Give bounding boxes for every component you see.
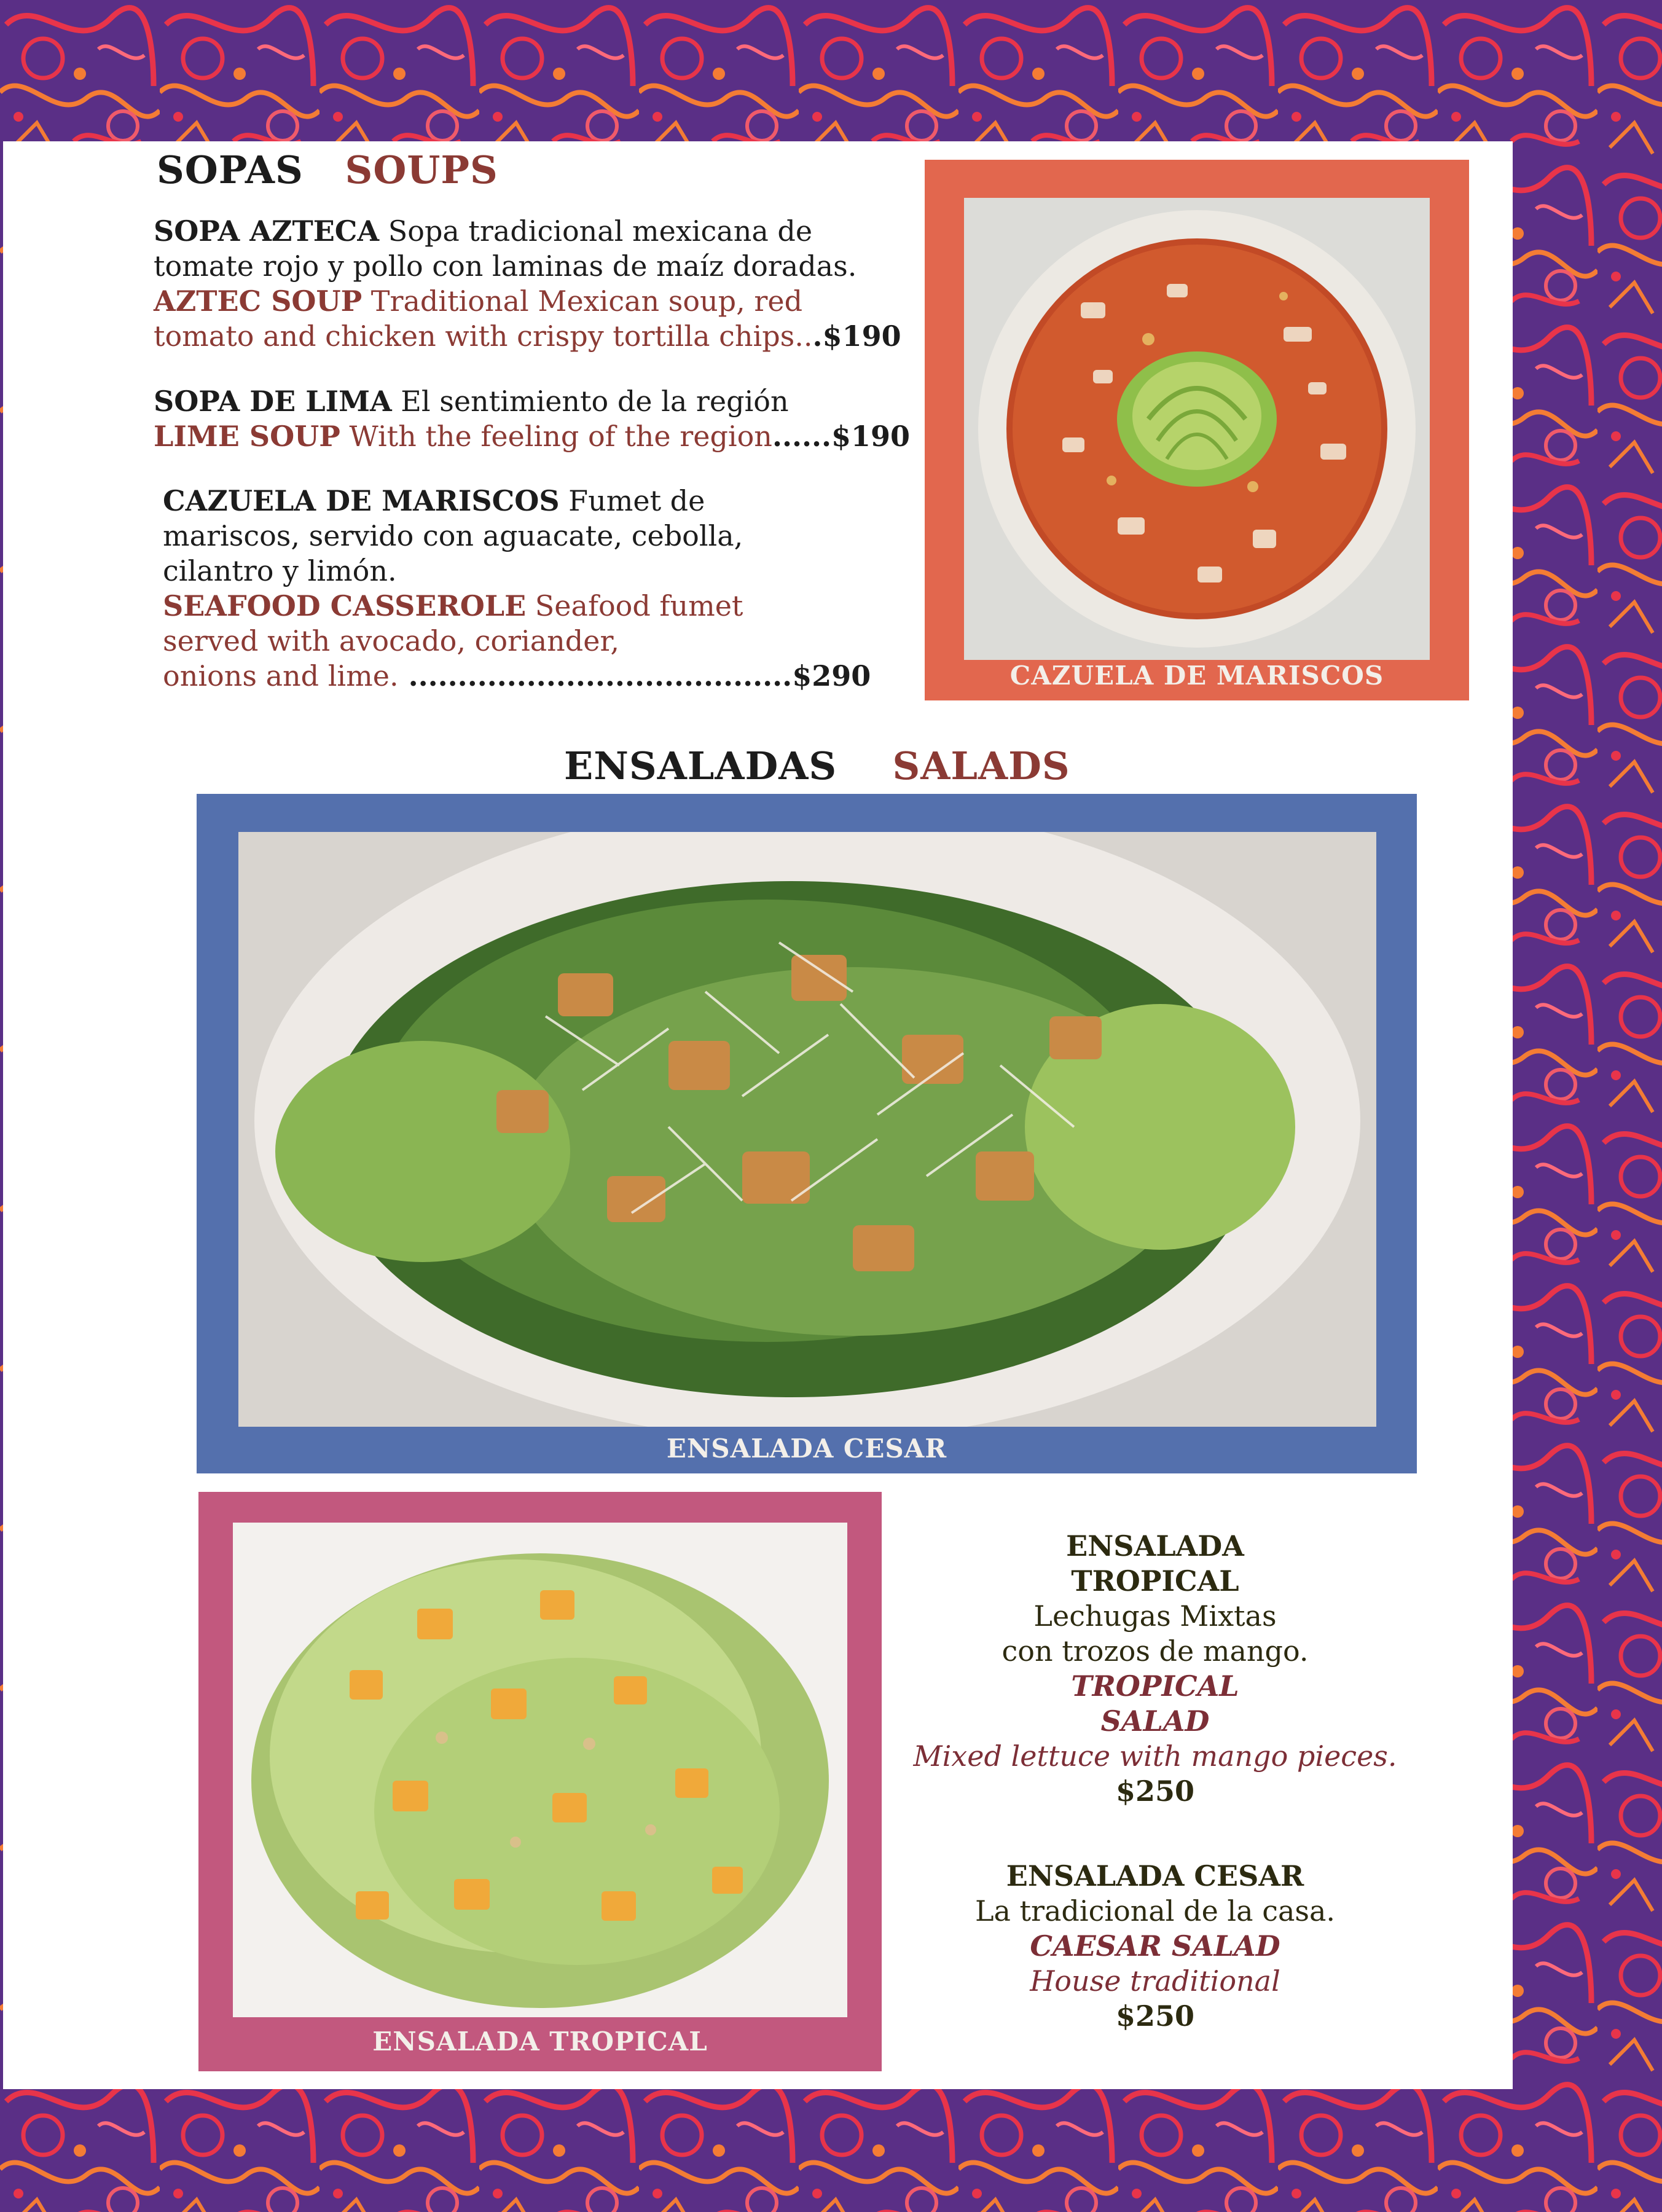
item-desc-en: Mixed lettuce with mango pieces.	[913, 1739, 1397, 1773]
item-dots: ......	[772, 420, 832, 453]
item-price: $290	[792, 659, 871, 692]
item-name-en: SEAFOOD CASSEROLE	[163, 589, 527, 622]
item-desc-es: El sentimiento de la región	[391, 385, 789, 418]
item-dots: .	[803, 320, 813, 353]
tropical-salad-photo-caption: ENSALADA TROPICAL	[372, 2026, 708, 2057]
item-desc-es-line: mariscos, servido con aguacate, cebolla,	[163, 519, 743, 552]
item-desc-en-line: onions and lime.	[163, 659, 399, 692]
item-price: $190	[831, 420, 911, 453]
menu-item-sopa-de-lima	[154, 384, 910, 454]
salads-title-en: SALADS	[892, 743, 1070, 788]
item-desc-es: Sopa tradicional mexicana de	[379, 214, 813, 248]
item-desc-es: Fumet de	[559, 484, 705, 517]
item-desc-en: House traditional	[1030, 1964, 1280, 1998]
menu-item-cazuela-de-mariscos	[163, 484, 871, 694]
item-desc-es: Lechugas Mixtas	[1033, 1599, 1277, 1633]
menu-item-sopa-azteca	[154, 214, 901, 354]
tropical-salad-photo	[233, 1523, 847, 2017]
item-price: $250	[1115, 1775, 1195, 1808]
item-desc-es: La tradicional de la casa.	[974, 1894, 1336, 1928]
item-price: .$190	[812, 320, 901, 353]
item-desc-es-line: cilantro y limón.	[163, 554, 397, 587]
item-name-en: CAESAR SALAD	[1030, 1929, 1280, 1963]
item-desc-en: Seafood fumet	[526, 589, 743, 622]
soups-title-es: SOPAS	[157, 147, 304, 192]
soup-photo-frame	[925, 160, 1469, 700]
soups-section-title	[157, 147, 498, 192]
item-name-en-line: SALAD	[1100, 1704, 1210, 1738]
soups-title-en: SOUPS	[345, 147, 498, 192]
item-name-es: ENSALADA CESAR	[1006, 1859, 1304, 1892]
soup-photo	[964, 198, 1430, 660]
menu-item-ensalada-tropical	[866, 1529, 1444, 1809]
salads-title-es: ENSALADAS	[564, 743, 837, 788]
soup-photo-caption: CAZUELA DE MARISCOS	[1009, 661, 1384, 691]
item-price: $250	[1115, 1999, 1195, 2033]
caesar-salad-photo-caption: ENSALADA CESAR	[666, 1433, 947, 1464]
item-name-es: SOPA DE LIMA	[154, 385, 392, 418]
menu-item-ensalada-cesar	[866, 1859, 1444, 2034]
item-name-en: AZTEC SOUP	[154, 284, 363, 318]
item-desc-en: With the feeling of the region	[340, 420, 772, 453]
item-desc-es-line: con trozos de mango.	[1002, 1634, 1309, 1668]
item-desc-en-line: tomato and chicken with crispy tortilla chips.	[154, 320, 804, 353]
item-name-es: ENSALADA	[1066, 1529, 1244, 1563]
item-desc-en-line: served with avocado, coriander,	[163, 624, 620, 657]
caesar-salad-photo	[238, 832, 1376, 1427]
caesar-salad-photo-frame	[197, 794, 1417, 1473]
item-name-en: LIME SOUP	[154, 420, 340, 453]
item-name-es-line: TROPICAL	[1071, 1564, 1239, 1598]
salads-section-title	[564, 743, 1070, 788]
item-name-es: CAZUELA DE MARISCOS	[163, 484, 560, 517]
item-name-es: SOPA AZTECA	[154, 214, 380, 248]
item-desc-en: Traditional Mexican soup, red	[362, 284, 803, 318]
item-desc-es-line: tomate rojo y pollo con laminas de maíz doradas.	[154, 249, 857, 283]
tropical-salad-photo-frame	[198, 1492, 882, 2071]
item-dots: .......................................	[398, 659, 793, 692]
item-name-en: TROPICAL	[1071, 1669, 1239, 1703]
